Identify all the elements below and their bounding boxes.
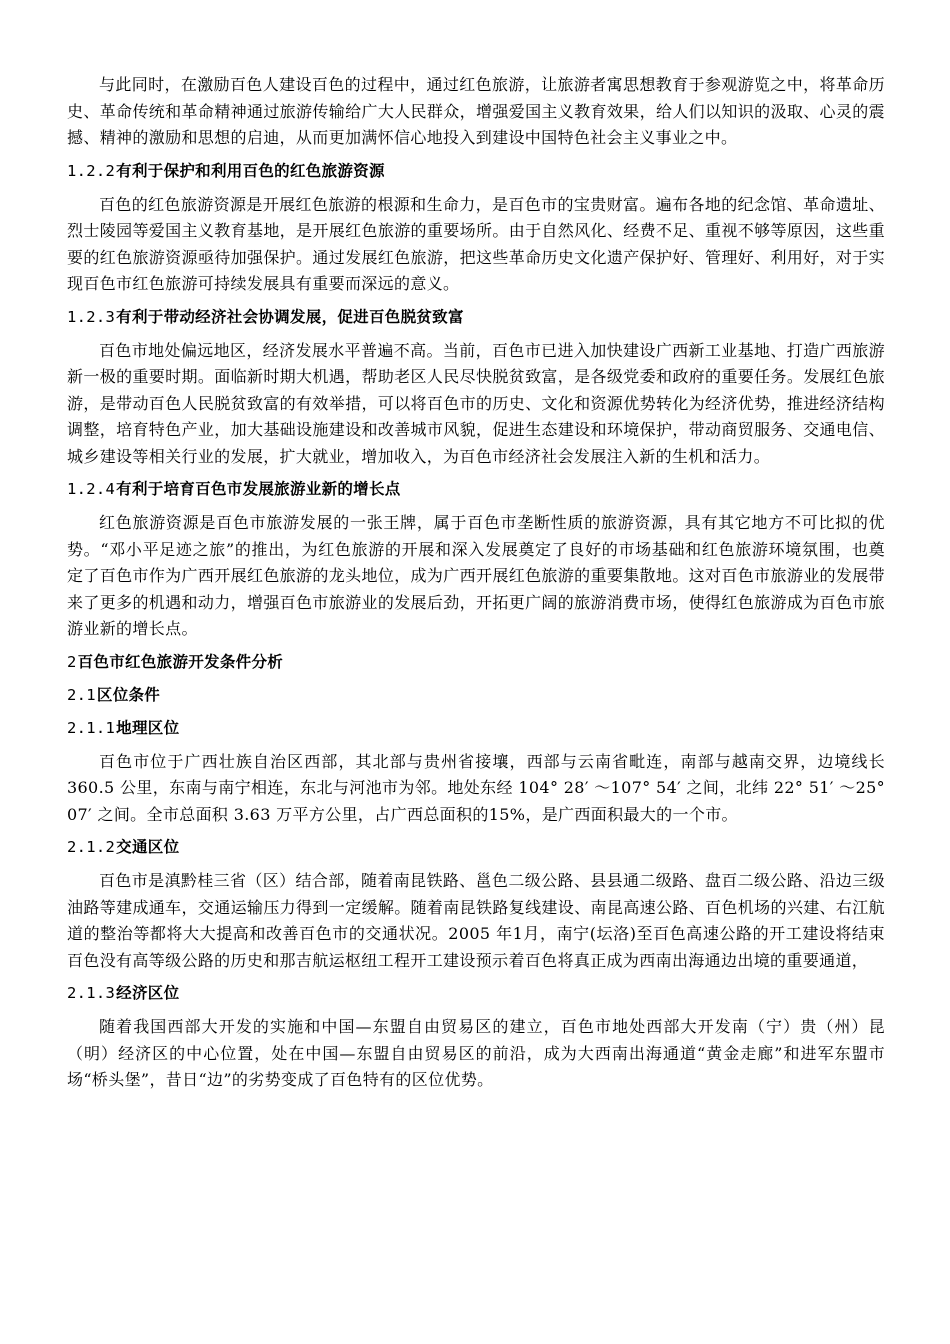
paragraph-intro-patriotic-education: 与此同时，在激励百色人建设百色的过程中，通过红色旅游，让旅游者寓思想教育于参观游览之中，将革命历史、革命传统和革命精神通过旅游传输给广大人民群众，增强爱国主义教育效果，给人们以知识的汲取、心灵的震撼、精神的激励和思想的启迪，从而更加满怀信心地投入到建设中国特色社会主义事业之中。	[67, 75, 885, 147]
section-title: 有利于保护和利用百色的红色旅游资源	[116, 161, 385, 180]
section-heading-2-1-3	[67, 981, 885, 1005]
section-number: 2.1.1	[67, 718, 116, 737]
section-heading-2-1-1	[67, 716, 885, 740]
paragraph-growth-point: 红色旅游资源是百色市旅游发展的一张王牌，属于百色市垄断性质的旅游资源，具有其它地方不可比拟的优势。“邓小平足迹之旅”的推出，为红色旅游的开展和深入发展奠定了良好的市场基础和红色旅游环境氛围，也奠定了百色市作为广西开展红色旅游的龙头地位，成为广西开展红色旅游的重要集散地。这对百色市旅游业的发展带来了更多的机遇和动力，增强百色市旅游业的发展后劲，开拓更广阔的旅游消费市场，使得红色旅游成为百色市旅游业新的增长点。	[67, 513, 885, 638]
section-heading-1-2-2	[67, 159, 885, 183]
section-title: 交通区位	[116, 838, 180, 856]
section-title: 区位条件	[96, 685, 161, 704]
section-number: 1.2.4	[67, 480, 116, 498]
section-number: 2.1.2	[67, 838, 116, 856]
paragraph-resource-protection: 百色的红色旅游资源是开展红色旅游的根源和生命力，是百色市的宝贵财富。遍布各地的纪念馆、革命遗址、烈士陵园等爱国主义教育基地，是开展红色旅游的重要场所。由于自然风化、经费不足、重视不够等原因，这些重要的红色旅游资源亟待加强保护。通过发展红色旅游，把这些革命历史文化遗产保护好、管理好、利用好，对于实现百色市红色旅游可持续发展具有重要而深远的意义。	[67, 194, 885, 293]
section-heading-2-1	[67, 683, 885, 707]
section-heading-2	[67, 650, 885, 674]
section-number: 2	[67, 652, 77, 671]
section-number: 2.1.3	[67, 984, 116, 1002]
section-heading-1-2-4	[67, 477, 885, 501]
document-body	[67, 72, 885, 1101]
section-number: 1.2.2	[67, 161, 116, 180]
section-number: 1.2.3	[67, 307, 116, 326]
paragraph-economic-development: 百色市地处偏远地区，经济发展水平普遍不高。当前，百色市已进入加快建设广西新工业基地、打造广西旅游新一极的重要时期。面临新时期大机遇，帮助老区人民尽快脱贫致富，是各级党委和政府的重要任务。发展红色旅游，是带动百色人民脱贫致富的有效举措，可以将百色市的历史、文化和资源优势转化为经济优势，推进经济结构调整，培育特色产业，加大基础设施建设和改善城市风貌，促进生态建设和环境保护，带动商贸服务、交通电信、城乡建设等相关行业的发展，扩大就业，增加收入，为百色市经济社会发展注入新的生机和活力。	[67, 340, 885, 466]
paragraph-economic-location: 随着我国西部大开发的实施和中国—东盟自由贸易区的建立，百色市地处西部大开发南（宁）贵（州）昆（明）经济区的中心位置，处在中国—东盟自由贸易区的前沿，成为大西南出海通道“黄金走廊”和进军东盟市场“桥头堡”，昔日“边”的劣势变成了百色特有的区位优势。	[67, 1017, 885, 1089]
section-title: 有利于培育百色市发展旅游业新的增长点	[116, 480, 401, 498]
section-title: 百色市红色旅游开发条件分析	[77, 652, 284, 671]
section-heading-1-2-3	[67, 305, 885, 329]
paragraph-geographic-location: 百色市位于广西壮族自治区西部，其北部与贵州省接壤，西部与云南省毗连，南部与越南交界，边境线长 360.5 公里，东南与南宁相连，东北与河池市为邻。地处东经 104° 28′ ～107° 54′ 之间，北纬 22° 51′ ～25° 07′ 之间。全市总面积 3.63 万平方公里，占广西总面积的15%，是广西面积最大的一个市。	[67, 751, 885, 824]
paragraph-transport-location: 百色市是滇黔桂三省（区）结合部，随着南昆铁路、邕色二级公路、县县通二级路、盘百二级公路、沿边三级油路等建成通车，交通运输压力得到一定缓解。随着南昆铁路复线建设、南昆高速公路、百色机场的兴建、右江航道的整治等都将大大提高和改善百色市的交通状况。2005 年1月，南宁(坛洛)至百色高速公路的开工建设将结束百色没有高等级公路的历史和那吉航运枢纽工程开工建设预示着百色将真正成为西南出海通边出境的重要通道，	[67, 871, 885, 970]
section-heading-2-1-2	[67, 835, 885, 859]
section-number: 2.1	[67, 685, 96, 704]
section-title: 有利于带动经济社会协调发展，促进百色脱贫致富	[116, 307, 464, 326]
section-title: 地理区位	[116, 718, 180, 737]
section-title: 经济区位	[116, 984, 180, 1002]
